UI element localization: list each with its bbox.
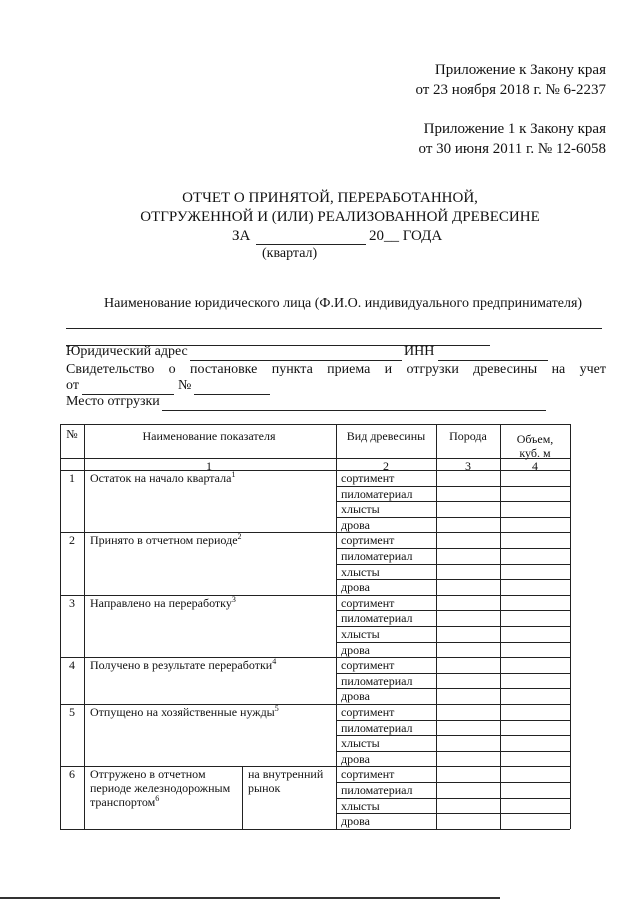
- report-title-za: ЗА: [232, 228, 251, 244]
- data-row-5-num: 5: [69, 705, 75, 719]
- data-row-5-name-text: Отпущено на хозяйственные нужды: [90, 705, 275, 719]
- data-row-2-wood-type-2: пиломатериал: [341, 549, 413, 563]
- data-row-2-name: [90, 533, 242, 548]
- data-row-1-wood-type-1: сортимент: [341, 471, 395, 485]
- data-row-1-subrow-divider-3: [336, 517, 570, 518]
- data-row-4-footnote-mark: 4: [272, 657, 277, 667]
- table-col-line-0: [60, 424, 61, 829]
- report-title-line-2: ОТГРУЖЕННОЙ И (ИЛИ) РЕАЛИЗОВАННОЙ ДРЕВЕСИНЕ: [140, 209, 540, 225]
- data-row-2-wood-type-3: хлысты: [341, 564, 380, 579]
- data-row-6-inner-divider: [242, 766, 243, 828]
- data-row-3-wood-type-2: пиломатериал: [341, 611, 413, 626]
- data-row-6-sub-line-2: рынок: [248, 781, 281, 796]
- appendix-line-1: Приложение к Закону края: [434, 62, 606, 78]
- data-row-2-wood-type-4: дрова: [341, 580, 370, 595]
- data-row-3-subrow-divider-2: [336, 626, 570, 627]
- data-row-6-wood-type-2: пиломатериал: [341, 783, 413, 797]
- data-row-1-name: [90, 471, 235, 486]
- report-title-line-1: ОТЧЕТ О ПРИНЯТОЙ, ПЕРЕРАБОТАННОЙ,: [182, 190, 478, 206]
- data-row-5-wood-type-2: пиломатериал: [341, 720, 413, 735]
- data-row-5-wood-type-4: дрова: [341, 751, 370, 766]
- legal-address-label: Юридический адрес: [66, 344, 188, 359]
- data-row-6-subrow-divider-2: [336, 798, 570, 799]
- data-row-4-name: [90, 658, 276, 673]
- col-number-3: 3: [465, 459, 471, 473]
- data-row-2-subrow-divider-2: [336, 564, 570, 565]
- col-number-1: 1: [206, 459, 212, 473]
- data-row-2-name-text: Принято в отчетном периоде: [90, 533, 238, 548]
- data-row-1-subrow-divider-1: [336, 486, 570, 487]
- data-row-6-name-line-3: [90, 795, 159, 810]
- data-row-1-wood-type-3: хлысты: [341, 502, 380, 517]
- data-row-6-wood-type-4: дрова: [341, 814, 370, 829]
- data-row-5-wood-type-3: хлысты: [341, 736, 380, 751]
- certificate-number-label: №: [178, 378, 192, 393]
- table-col-line-3: [436, 424, 437, 829]
- data-row-1-name-text: Остаток на начало квартала: [90, 471, 232, 485]
- data-row-5-wood-type-1: сортимент: [341, 705, 395, 719]
- data-row-6-wood-type-3: хлысты: [341, 798, 380, 813]
- data-row-1-wood-type-2: пиломатериал: [341, 486, 413, 501]
- header-volume-line-1: Объем,: [516, 432, 554, 446]
- data-row-3-name-text: Направлено на переработку: [90, 595, 232, 610]
- data-row-6-bottom-border: [60, 829, 570, 830]
- table-top-border: [60, 424, 570, 425]
- data-row-3-name: [90, 596, 236, 611]
- data-row-4-wood-type-2: пиломатериал: [341, 673, 413, 688]
- data-row-3-wood-type-4: дрова: [341, 642, 370, 657]
- data-row-4-subrow-divider-1: [336, 673, 570, 674]
- table-col-line-5: [570, 424, 571, 829]
- data-row-6-name-line-2: периоде железнодорожным: [90, 781, 231, 796]
- data-row-2-footnote-mark: 2: [237, 532, 242, 542]
- data-row-1-num: 1: [69, 471, 75, 485]
- data-row-5-subrow-divider-3: [336, 751, 570, 752]
- report-title-year: 20__ ГОДА: [369, 228, 443, 244]
- data-row-6-footnote-mark: 6: [155, 794, 160, 804]
- data-row-6-subrow-divider-3: [336, 813, 570, 814]
- certificate-date-label: от: [66, 378, 79, 393]
- col-number-4: 4: [532, 459, 538, 473]
- header-wood-type: Вид древесины: [346, 429, 426, 443]
- data-row-3-wood-type-1: сортимент: [341, 595, 395, 610]
- data-row-5-footnote-mark: 5: [274, 704, 279, 713]
- data-row-4-subrow-divider-2: [336, 688, 570, 689]
- col-number-2: 2: [383, 459, 389, 473]
- appendix-line-4: от 30 июня 2011 г. № 12-6058: [418, 141, 606, 157]
- data-row-2-num: 2: [69, 533, 75, 548]
- inn-label: ИНН: [404, 344, 435, 359]
- data-row-3-subrow-divider-1: [336, 610, 570, 611]
- data-row-6-num: 6: [69, 767, 75, 782]
- table-header-divider: [60, 458, 570, 459]
- header-num: №: [66, 427, 78, 441]
- data-row-2-subrow-divider-1: [336, 548, 570, 549]
- data-row-4-wood-type-1: сортимент: [341, 658, 395, 673]
- appendix-line-3: Приложение 1 к Закону края: [423, 121, 606, 137]
- table-col-line-1: [84, 424, 85, 829]
- shipment-place-label: Место отгрузки: [66, 394, 160, 409]
- data-row-1-footnote-mark: 1: [231, 470, 236, 479]
- header-volume-line-2: куб. м: [519, 446, 551, 460]
- data-row-3-footnote-mark: 3: [231, 594, 236, 604]
- data-row-1-subrow-divider-2: [336, 501, 570, 502]
- data-row-3-num: 3: [69, 595, 75, 610]
- data-row-1-wood-type-4: дрова: [341, 517, 370, 532]
- data-row-3-subrow-divider-3: [336, 642, 570, 643]
- period-hint: (квартал): [262, 246, 318, 261]
- data-row-5-name: [90, 705, 279, 720]
- data-row-2-subrow-divider-3: [336, 579, 570, 580]
- data-row-6-name-line-3-text: транспортом: [90, 795, 156, 810]
- appendix-line-2: от 23 ноября 2018 г. № 6-2237: [415, 82, 606, 98]
- table-col-line-4: [500, 424, 501, 829]
- data-row-4-name-text: Получено в результате переработки: [90, 658, 273, 673]
- data-row-6-wood-type-1: сортимент: [341, 767, 395, 782]
- header-species: Порода: [449, 429, 487, 443]
- legal-entity-name-label: Наименование юридического лица (Ф.И.О. индивидуального предпринимателя): [104, 296, 583, 311]
- table-col-line-2: [336, 424, 337, 829]
- page-bottom-rule: [0, 897, 500, 899]
- data-row-2-wood-type-1: сортимент: [341, 533, 395, 548]
- data-row-4-wood-type-3: дрова: [341, 689, 370, 704]
- data-row-6-subrow-divider-1: [336, 782, 570, 783]
- data-row-6-sub-line-1: на внутренний: [248, 767, 324, 782]
- certificate-label: Свидетельство о постановке пункта приема и отгрузки древесины на учет: [66, 362, 606, 377]
- data-row-3-wood-type-3: хлысты: [341, 627, 380, 641]
- data-row-6-name-line-1: Отгружено в отчетном: [90, 767, 206, 782]
- data-row-4-num: 4: [69, 658, 75, 673]
- header-name: Наименование показателя: [142, 429, 276, 443]
- data-row-5-subrow-divider-2: [336, 735, 570, 736]
- data-row-5-subrow-divider-1: [336, 720, 570, 721]
